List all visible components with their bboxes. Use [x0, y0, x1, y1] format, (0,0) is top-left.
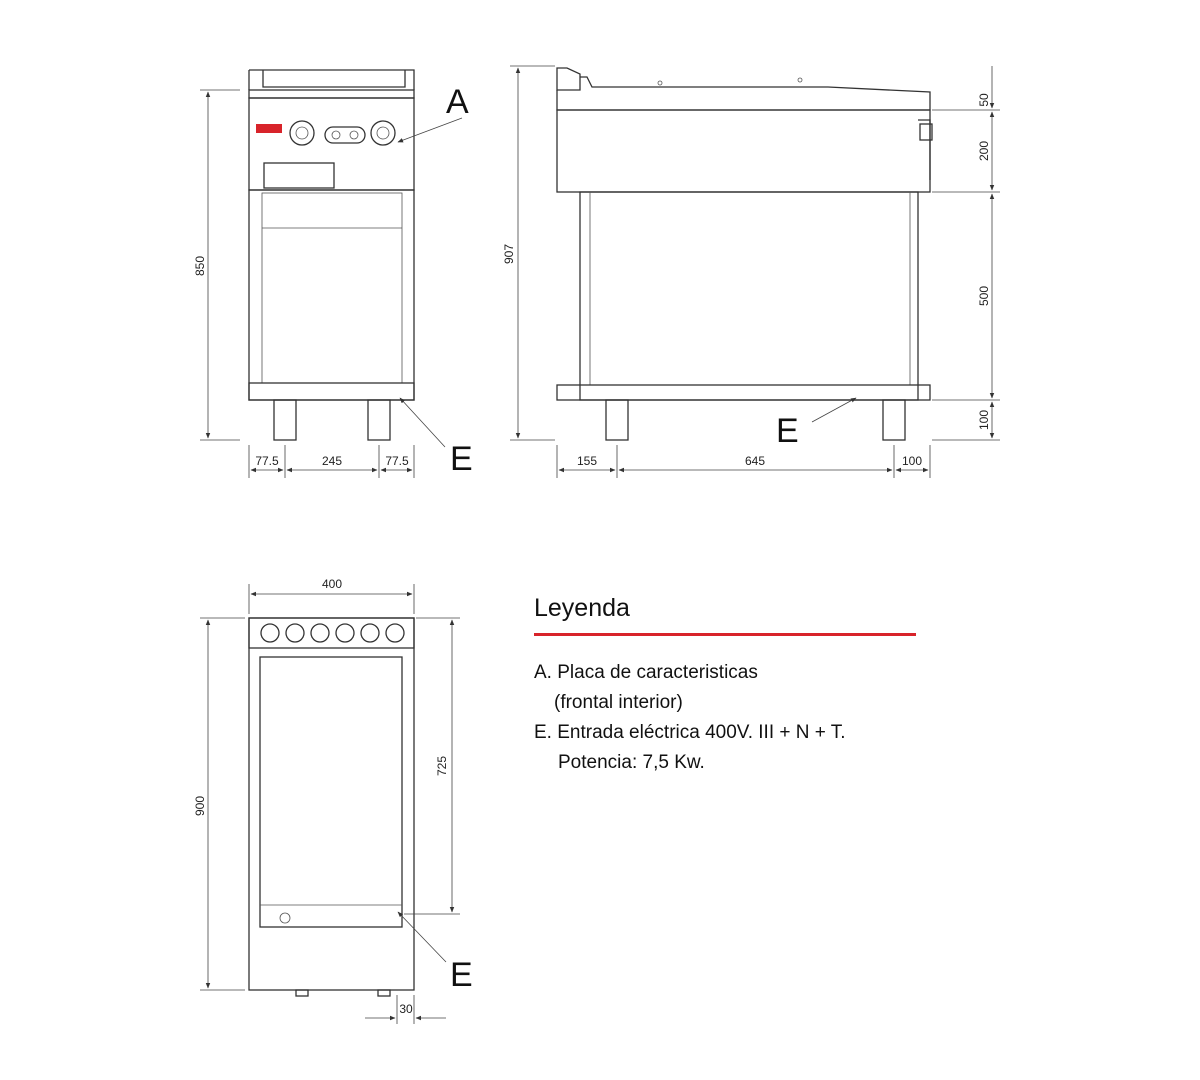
side-view — [502, 66, 1000, 478]
front-width-left-label: 77.5 — [255, 454, 279, 468]
side-seg-top-label: 50 — [977, 93, 991, 107]
legend-item-a-line2: (frontal interior) — [554, 692, 683, 713]
side-seg-panel-label: 200 — [977, 140, 991, 162]
side-depth-left-label: 155 — [576, 454, 598, 468]
legend-item-e-line1: E. Entrada eléctrica 400V. III + N + T. — [534, 722, 846, 743]
legend-list — [534, 658, 916, 778]
callout-a: A — [446, 83, 469, 121]
front-width-mid-label: 245 — [321, 454, 343, 468]
front-width-right-label: 77.5 — [385, 454, 409, 468]
callout-e-top: E — [450, 956, 473, 994]
callout-e-front: E — [450, 440, 473, 478]
front-view — [193, 70, 473, 478]
side-seg-legs-label: 100 — [977, 409, 991, 431]
top-offset-label: 30 — [399, 1002, 413, 1016]
side-depth-mid-label: 645 — [744, 454, 766, 468]
front-height-label: 850 — [193, 255, 207, 277]
top-depth-label: 900 — [193, 795, 207, 817]
side-depth-right-label: 100 — [901, 454, 923, 468]
legend-item-e-line2: Potencia: 7,5 Kw. — [558, 752, 705, 773]
legend — [534, 594, 916, 778]
side-height-label: 907 — [502, 243, 516, 265]
callout-e-side: E — [776, 412, 799, 450]
top-inner-label: 725 — [435, 755, 449, 777]
red-label — [256, 124, 282, 133]
legend-item-a-line1: A. Placa de caracteristicas — [534, 662, 758, 683]
top-view — [193, 577, 473, 1024]
legend-title: Leyenda — [534, 594, 916, 636]
side-seg-body-label: 500 — [977, 285, 991, 307]
top-width-label: 400 — [321, 577, 343, 591]
